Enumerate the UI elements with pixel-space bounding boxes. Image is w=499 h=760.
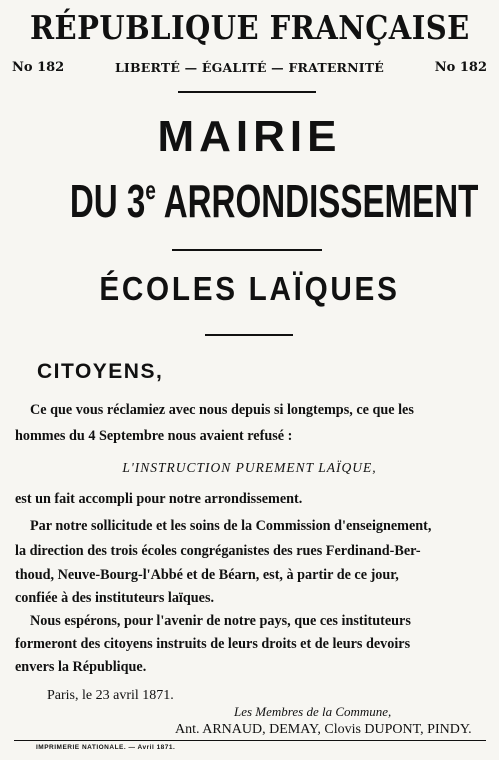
motto: LIBERTÉ — ÉGALITÉ — FRATERNITÉ bbox=[114, 60, 385, 75]
membres-line: Les Membres de la Commune, bbox=[234, 704, 392, 719]
divider-small bbox=[205, 334, 293, 336]
ecoles-title: ÉCOLES LAÏQUES bbox=[99, 270, 400, 307]
paragraph-line: hommes du 4 Septembre nous avaient refusé : bbox=[15, 428, 293, 444]
mairie-title: MAIRIE bbox=[157, 112, 342, 161]
paragraph-line: est un fait accompli pour notre arrondissement. bbox=[15, 491, 303, 507]
signatories: Ant. ARNAUD, DEMAY, Clovis DUPONT, PINDY. bbox=[175, 722, 472, 737]
paragraph-line: formeront des citoyens instruits de leurs droits et de leurs devoirs bbox=[15, 636, 411, 652]
poster-number-right: No 182 bbox=[434, 60, 487, 75]
paragraph-line: thoud, Neuve-Bourg-l'Abbé et de Béarn, est, à partir de ce jour, bbox=[15, 567, 399, 583]
date-line: Paris, le 23 avril 1871. bbox=[47, 688, 174, 703]
emphasis-line: L'INSTRUCTION PUREMENT LAÏQUE, bbox=[122, 460, 377, 475]
arrondissement-prefix: DU 3 bbox=[69, 175, 146, 227]
divider-middle bbox=[172, 249, 322, 251]
paragraph-line: Nous espérons, pour l'avenir de notre pays, que ces instituteurs bbox=[30, 613, 411, 629]
paragraph-line: envers la République. bbox=[15, 659, 147, 675]
paragraph-line: Ce que vous réclamiez avec nous depuis si longtemps, ce que les bbox=[30, 402, 414, 418]
imprint: IMPRIMERIE NATIONALE. — Avril 1871. bbox=[36, 744, 176, 751]
arrondissement-superscript: e bbox=[145, 175, 156, 205]
divider-top bbox=[178, 91, 316, 93]
paragraph-line: confiée à des instituteurs laïques. bbox=[15, 590, 215, 606]
salutation: CITOYENS, bbox=[37, 360, 164, 383]
paragraph-line: Par notre sollicitude et les soins de la Commission d'enseignement, bbox=[30, 518, 432, 534]
arrondissement-title bbox=[69, 174, 479, 228]
divider-bottom bbox=[14, 740, 486, 741]
republic-heading: RÉPUBLIQUE FRANÇAISE bbox=[29, 8, 470, 47]
paragraph-line: la direction des trois écoles congréganistes des rues Ferdinand-Ber- bbox=[15, 543, 421, 559]
arrondissement-suffix: ARRONDISSEMENT bbox=[155, 175, 479, 227]
poster-number-left: No 182 bbox=[12, 60, 65, 75]
